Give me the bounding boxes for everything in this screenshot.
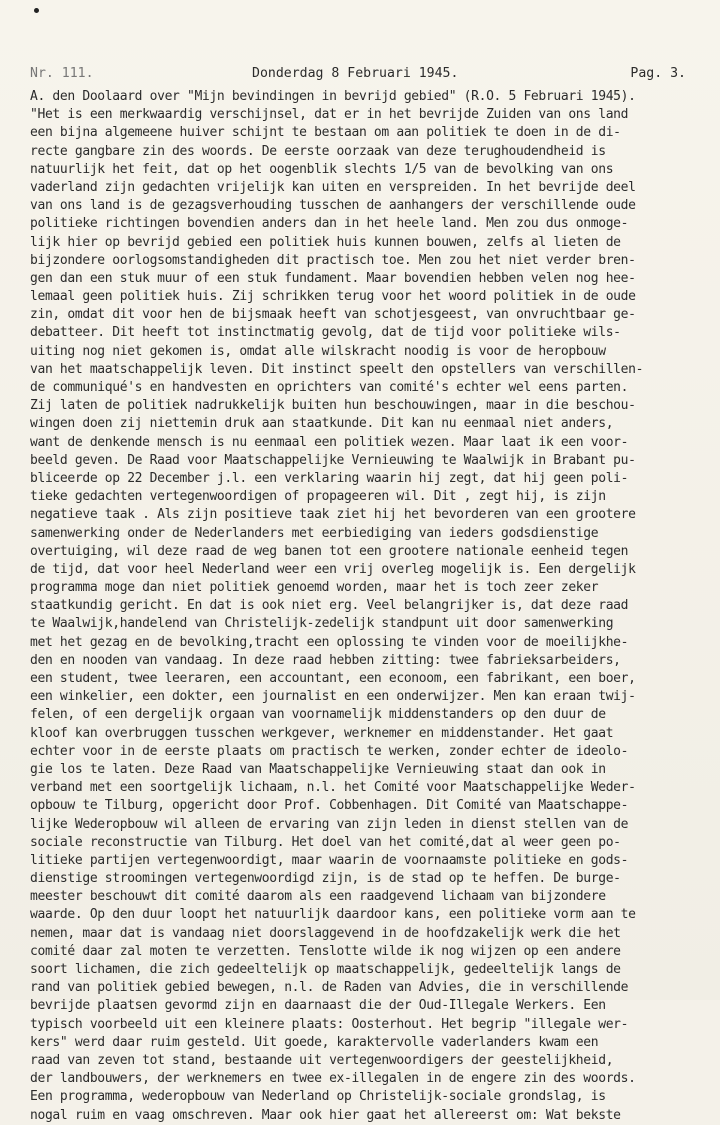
text-line: een winkelier, een dokter, een journalist en een onderwijzer. Men kan eraan twij-	[30, 689, 636, 705]
text-line: van het maatschappelijk leven. Dit instinct speelt den opstellers van verschillen-	[30, 361, 644, 377]
text-line: nogal ruim en vaag omschreven. Maar ook hier gaat het allereerst om: Wat bekste	[30, 1107, 621, 1123]
text-line: een student, twee leeraren, een accountant, een econoom, een fabrikant, een boer,	[30, 671, 636, 686]
page-date: Donderdag 8 Februari 1945.	[252, 66, 459, 81]
text-line: felen, of een dergelijk orgaan van voornamelijk middenstanders op den duur de	[30, 707, 606, 723]
text-line: staatkundig gericht. En dat is ook niet erg. Veel belangrijker is, dat deze raad	[30, 598, 629, 614]
text-line: comité daar zal moten te verzetten. Tenslotte wilde ik nog wijzen op een andere	[30, 943, 621, 959]
text-line: te Waalwijk,handelend van Christelijk-zedelijk standpunt uit door samenwerking	[30, 616, 614, 632]
text-line: van ons land is de gezagsverhouding tusschen de aanhangers der verschillende oude	[30, 198, 636, 214]
text-line: de tijd, dat voor heel Nederland weer een vrij overleg mogelijk is. Een dergelijk	[30, 561, 636, 577]
text-line: opbouw te Tilburg, opgericht door Prof. Cobbenhagen. Dit Comité van Maatschappe-	[30, 798, 629, 814]
text-line: kloof kan overbruggen tusschen werkgever, werknemer en middenstander. Het gaat	[30, 725, 614, 741]
text-line: gen dan een stuk muur of een stuk fundament. Maar bovendien hebben velen nog hee-	[30, 270, 636, 286]
text-line: samenwerking onder de Nederlanders met eerbiediging van ieders godsdienstige	[30, 525, 599, 541]
text-line: "Het is een merkwaardig verschijnsel, dat er in het bevrijde Zuiden van ons land	[30, 107, 629, 123]
text-line: uiting nog niet gekomen is, omdat alle wilskracht noodig is voor de heropbouw	[30, 343, 606, 359]
text-line: beeld geven. De Raad voor Maatschappelijke Vernieuwing te Waalwijk in Brabant pu-	[30, 452, 636, 468]
text-line: bliceerde op 22 December j.l. een verklaring waarin hij zegt, dat hij geen poli-	[30, 470, 629, 486]
text-line: wingen doen zij niettemin druk aan staatkunde. Dit kan nu eenmaal niet anders,	[30, 416, 614, 432]
text-line: Een programma, wederopbouw van Nederland op Christelijk-sociale grondslag, is	[30, 1089, 606, 1105]
text-line: raad van zeven tot stand, bestaande uit vertegenwoordigers der geestelijkheid,	[30, 1052, 614, 1068]
text-line: nemen, maar dat is vandaag niet doorslaggevend in de hoofdzakelijk werk die het	[30, 925, 621, 941]
text-line: der landbouwers, der werknemers en twee ex-illegalen in de engere zin des woords.	[30, 1071, 636, 1087]
text-line: meester beschouwt dit comité daarom als een raadgevend lichaam van bijzondere	[30, 889, 606, 905]
text-line: typisch voorbeeld uit een kleinere plaats: Oosterhout. Het begrip "illegale wer-	[30, 1016, 629, 1032]
text-line: bijzondere oorlogsomstandigheden dit practisch toe. Men zou het niet verder bren-	[30, 252, 636, 268]
text-line: A. den Doolaard over "Mijn bevindingen in bevrijd gebied" (R.O. 5 Februari 1945).	[30, 89, 636, 104]
text-line: overtuiging, wil deze raad de weg banen tot een grootere nationale eenheid tegen	[30, 543, 629, 559]
text-line: dienstige stroomingen vertegenwoordigd zijn, is de stad op te heffen. De burge-	[30, 871, 621, 887]
text-line: negatieve taak . Als zijn positieve taak ziet hij het bevorderen van een grootere	[30, 507, 636, 523]
text-line: want de denkende mensch is nu eenmaal een politiek wezen. Maar laat ik een voor-	[30, 434, 629, 450]
document-number: Nr. 111.	[30, 66, 94, 81]
text-line: litieke partijen vertegenwoordigt, maar waarin de voornaamste politieke en gods-	[30, 852, 629, 868]
page-header	[30, 66, 690, 84]
text-line: gie los te laten. Deze Raad van Maatschappelijke Vernieuwing staat dan ook in	[30, 761, 606, 777]
text-line: recte gangbare zin des woords. De eerste oorzaak van deze terughoudendheid is	[30, 143, 606, 159]
text-line: zin, omdat dit voor hen de bijsmaak heeft van schotjesgeest, van onvruchtbaar ge-	[30, 307, 636, 323]
text-line: sociale reconstructie van Tilburg. Het doel van het comité,dat al weer geen po-	[30, 834, 621, 850]
text-line: Zij laten de politiek nadrukkelijk buiten hun beschouwingen, maar in die beschou-	[30, 398, 636, 414]
text-line: waarde. Op den duur loopt het natuurlijk daardoor kans, een politieke vorm aan te	[30, 907, 636, 923]
text-line: lijke Wederopbouw wil alleen de ervaring van zijn leden in dienst stellen van de	[30, 816, 629, 832]
text-line: lemaal geen politiek huis. Zij schrikken terug voor het woord politiek in de oude	[30, 289, 636, 305]
text-line: bevrijde plaatsen gevormd zijn en daarnaast die der Oud-Illegale Werkers. Een	[30, 998, 606, 1014]
text-line: lijk hier op bevrijd gebied een politiek huis kunnen bouwen, zelfs al lieten de	[30, 234, 621, 250]
page-number: Pag. 3.	[630, 66, 686, 81]
punch-hole-mark	[34, 8, 39, 13]
text-line: natuurlijk het feit, dat op het oogenblik slechts 1/5 van de bevolking van ons	[30, 161, 614, 177]
text-line: kers" werd daar ruim gesteld. Uit goede, karaktervolle vaderlanders kwam een	[30, 1034, 599, 1050]
text-line: den en nooden van vandaag. In deze raad hebben zitting: twee fabrieksarbeiders,	[30, 652, 621, 668]
text-line: politieke richtingen bovendien anders dan in het heele land. Men zou dus onmoge-	[30, 216, 629, 232]
text-line: debatteer. Dit heeft tot instinctmatig gevolg, dat de tijd voor politieke wils-	[30, 325, 621, 341]
text-line: verband met een soortgelijk lichaam, n.l. het Comité voor Maatschappelijke Weder-	[30, 780, 636, 796]
body-text	[30, 88, 700, 1125]
text-line: met het gezag en de bevolking,tracht een oplossing te vinden voor de moeilijkhe-	[30, 634, 629, 650]
text-line: echter voor in de eerste plaats om practisch te werken, zonder echter de ideolo-	[30, 743, 629, 759]
text-line: de communiqué's en handvesten en oprichters van comité's echter wel eens parten.	[30, 380, 629, 395]
text-line: een bijna algemeene huiver schijnt te bestaan om aan politiek te doen in de di-	[30, 125, 621, 141]
text-line: tieke gedachten vertegenwoordigen of propageeren wil. Dit , zegt hij, is zijn	[30, 489, 606, 505]
text-line: soort lichamen, die zich gedeeltelijk op maatschappelijk, gedeeltelijk langs de	[30, 962, 621, 977]
text-line: rand van politiek gebied bewegen, n.l. de Raden van Advies, die in verschillende	[30, 980, 629, 996]
text-line: vaderland zijn gedachten vrijelijk kan uiten en verspreiden. In het bevrijde deel	[30, 179, 636, 195]
text-line: programma moge dan niet politiek genoemd worden, maar het is toch zeer zeker	[30, 580, 599, 596]
